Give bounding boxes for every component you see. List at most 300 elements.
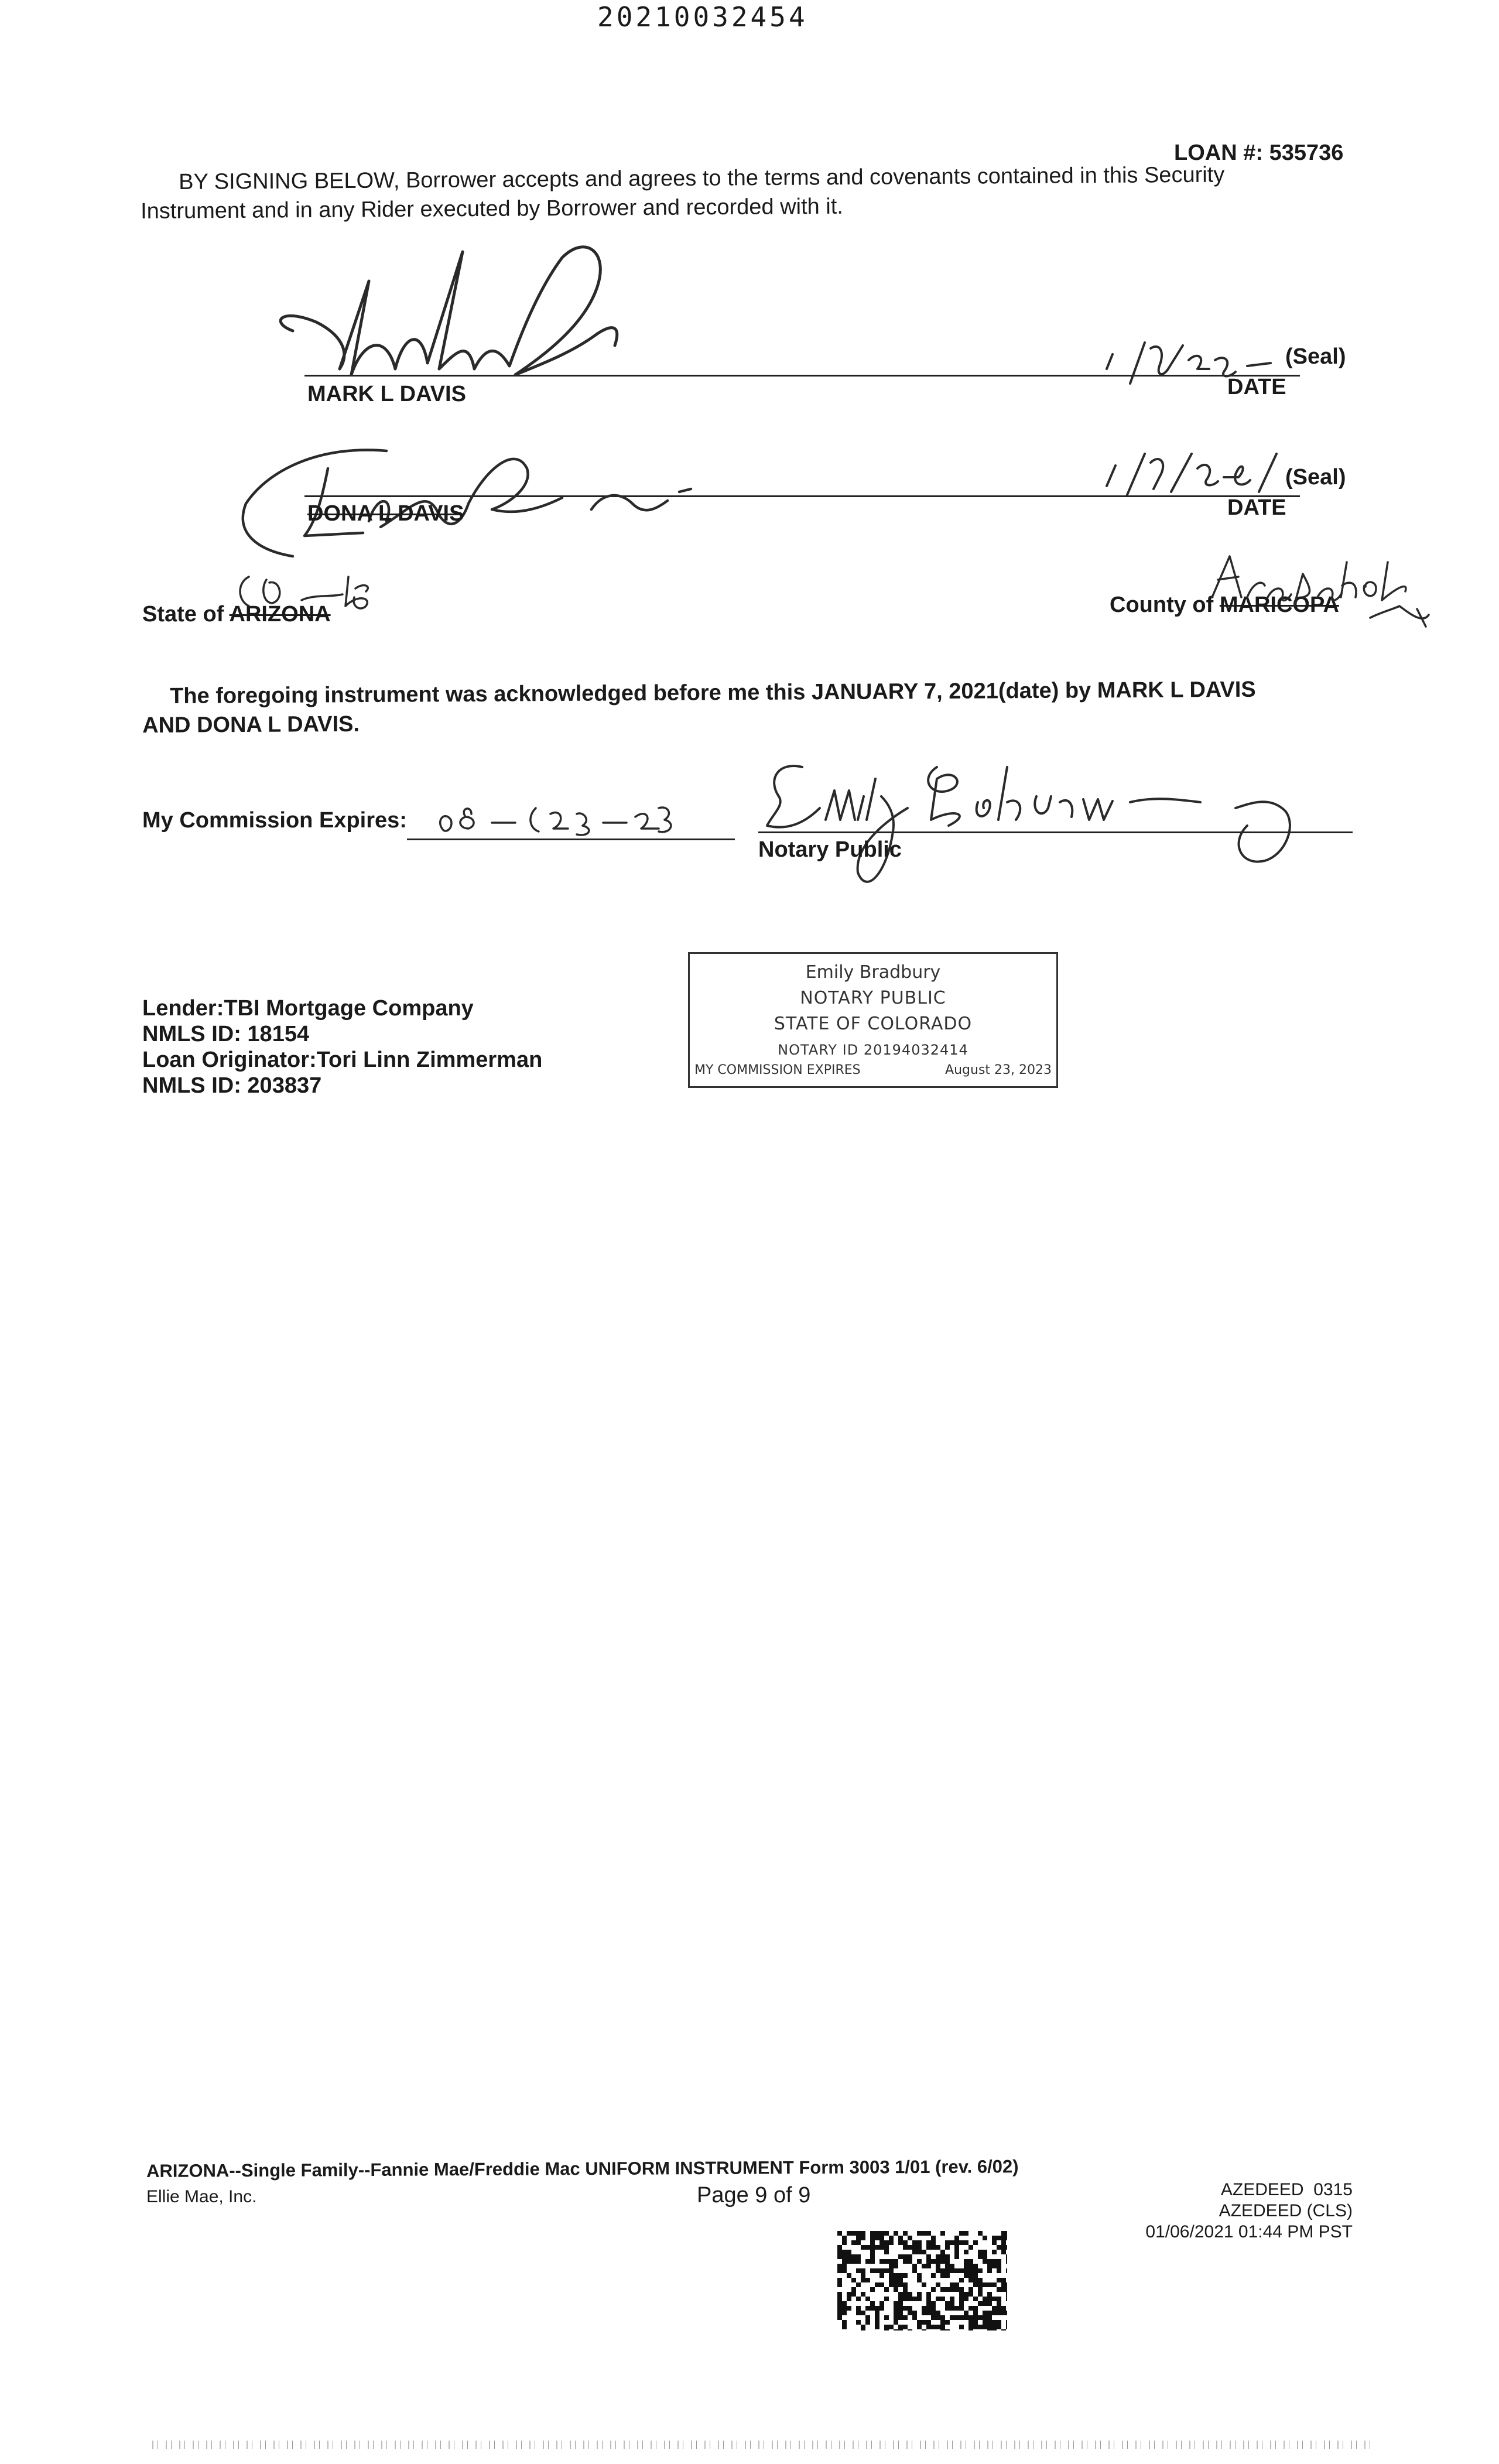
barcode-module xyxy=(837,2250,842,2254)
barcode-module xyxy=(1006,2245,1007,2250)
seal-label-2: (Seal) xyxy=(1285,465,1346,490)
barcode-module xyxy=(922,2264,926,2268)
barcode-module xyxy=(983,2320,987,2325)
barcode-module xyxy=(879,2268,884,2273)
barcode-module xyxy=(903,2287,908,2292)
barcode-module xyxy=(912,2297,917,2301)
barcode-module xyxy=(865,2259,870,2264)
barcode-module xyxy=(992,2236,997,2240)
footer-timestamp: 01/06/2021 01:44 PM PST xyxy=(1145,2222,1353,2241)
barcode-module xyxy=(1001,2278,1006,2282)
barcode-module xyxy=(851,2231,856,2236)
barcode-module xyxy=(1001,2250,1006,2254)
barcode-module xyxy=(865,2306,870,2311)
barcode-module xyxy=(950,2282,954,2287)
barcode-module xyxy=(847,2292,851,2297)
barcode-module xyxy=(884,2250,889,2254)
seal-label-1: (Seal) xyxy=(1285,344,1346,369)
barcode-module xyxy=(959,2240,964,2245)
barcode-module xyxy=(964,2292,968,2297)
notary-public-label: Notary Public xyxy=(758,837,902,862)
barcode-module xyxy=(861,2311,865,2315)
barcode-module xyxy=(851,2278,856,2282)
barcode-module xyxy=(936,2259,940,2264)
barcode-module xyxy=(964,2297,968,2301)
state-label: State of xyxy=(142,602,224,627)
barcode-module xyxy=(894,2301,898,2306)
barcode-module xyxy=(898,2273,903,2278)
barcode-module xyxy=(879,2306,884,2311)
barcode-module xyxy=(978,2325,983,2329)
barcode-module xyxy=(1001,2306,1006,2311)
barcode-module xyxy=(978,2315,983,2320)
barcode-module xyxy=(945,2329,950,2330)
footer-codes xyxy=(1171,2179,1353,2222)
barcode-module xyxy=(997,2259,1001,2264)
barcode-module xyxy=(973,2325,978,2329)
originator-nmls: NMLS ID: 203837 xyxy=(142,1073,322,1098)
barcode-module xyxy=(968,2273,973,2278)
barcode-module xyxy=(842,2250,847,2254)
barcode-module xyxy=(992,2250,997,2254)
barcode-module xyxy=(945,2320,950,2325)
barcode-module xyxy=(922,2306,926,2311)
barcode-module xyxy=(931,2306,936,2311)
barcode-module xyxy=(879,2301,884,2306)
barcode-module xyxy=(968,2264,973,2268)
barcode-module xyxy=(997,2301,1001,2306)
barcode-module xyxy=(894,2282,898,2287)
barcode-module xyxy=(922,2320,926,2325)
barcode-module xyxy=(922,2231,926,2236)
barcode-module xyxy=(1001,2231,1006,2236)
barcode-module xyxy=(968,2325,973,2329)
barcode-module xyxy=(847,2297,851,2301)
barcode-module xyxy=(973,2268,978,2273)
barcode-module xyxy=(851,2240,856,2245)
barcode-module xyxy=(884,2245,889,2250)
barcode-module xyxy=(837,2264,842,2268)
barcode-module xyxy=(959,2268,964,2273)
barcode-module xyxy=(865,2297,870,2301)
barcode-module xyxy=(931,2311,936,2315)
barcode-module xyxy=(992,2325,997,2329)
barcode-module xyxy=(917,2245,922,2250)
barcode-module xyxy=(936,2315,940,2320)
barcode-module xyxy=(898,2254,903,2259)
barcode-module xyxy=(954,2287,959,2292)
barcode-module xyxy=(837,2282,842,2287)
stamp-notary-id: NOTARY ID 20194032414 xyxy=(778,1042,968,1058)
commission-date-handwritten xyxy=(433,796,679,843)
barcode-module xyxy=(851,2287,856,2292)
barcode-module xyxy=(856,2268,861,2273)
barcode-module xyxy=(968,2320,973,2325)
barcode-module xyxy=(987,2297,992,2301)
barcode-module xyxy=(968,2292,973,2297)
barcode-module xyxy=(983,2236,987,2240)
barcode-module xyxy=(997,2297,1001,2301)
barcode-module xyxy=(908,2259,912,2264)
barcode-module xyxy=(870,2250,875,2254)
barcode-module xyxy=(870,2306,875,2311)
barcode-module xyxy=(837,2301,842,2306)
barcode-module xyxy=(973,2297,978,2301)
intro-line-1: BY SIGNING BELOW, Borrower accepts and agrees to the terms and covenants contained in this Security xyxy=(179,162,1225,194)
barcode-module xyxy=(945,2259,950,2264)
barcode-module xyxy=(903,2315,908,2320)
barcode-module xyxy=(987,2268,992,2273)
barcode-module xyxy=(856,2306,861,2311)
barcode-module xyxy=(875,2236,879,2240)
barcode-module xyxy=(917,2320,922,2325)
lender-name: Lender:TBI Mortgage Company xyxy=(142,996,474,1021)
barcode-module xyxy=(879,2231,884,2236)
barcode-module xyxy=(1006,2231,1007,2236)
loan-number xyxy=(1174,141,1343,166)
barcode-module xyxy=(842,2301,847,2306)
stamp-state: STATE OF COLORADO xyxy=(774,1014,973,1034)
barcode-module xyxy=(954,2250,959,2254)
barcode-module xyxy=(1006,2311,1007,2315)
barcode-module xyxy=(945,2240,950,2245)
barcode-module xyxy=(894,2259,898,2264)
barcode-module xyxy=(856,2240,861,2245)
barcode-module xyxy=(870,2287,875,2292)
barcode-module xyxy=(847,2254,851,2259)
barcode-module xyxy=(926,2231,931,2236)
barcode-module xyxy=(856,2254,861,2259)
loan-number-label: LOAN #: xyxy=(1174,141,1263,165)
signature-mark-davis xyxy=(269,234,679,392)
barcode-module xyxy=(912,2311,917,2315)
barcode-module xyxy=(945,2254,950,2259)
stamp-expires-label: MY COMMISSION EXPIRES xyxy=(694,1063,861,1077)
barcode-module xyxy=(908,2329,912,2330)
barcode-module xyxy=(1001,2287,1006,2292)
barcode-module xyxy=(922,2282,926,2287)
barcode-module xyxy=(954,2254,959,2259)
barcode-module xyxy=(964,2231,968,2236)
barcode-module xyxy=(940,2273,945,2278)
barcode-module xyxy=(847,2231,851,2236)
barcode-module xyxy=(940,2320,945,2325)
barcode-module xyxy=(870,2245,875,2250)
barcode-module xyxy=(978,2231,983,2236)
barcode-module xyxy=(973,2282,978,2287)
barcode-module xyxy=(983,2297,987,2301)
barcode-module xyxy=(917,2231,922,2236)
barcode-module xyxy=(978,2301,983,2306)
barcode-module xyxy=(898,2240,903,2245)
barcode-module xyxy=(898,2292,903,2297)
intro-line-2: Instrument and in any Rider executed by Borrower and recorded with it. xyxy=(141,194,843,224)
barcode-module xyxy=(912,2250,917,2254)
barcode-module xyxy=(870,2259,875,2264)
barcode-module xyxy=(1006,2259,1007,2264)
barcode-module xyxy=(1006,2292,1007,2297)
barcode-module xyxy=(894,2287,898,2292)
barcode-module xyxy=(931,2287,936,2292)
barcode-module xyxy=(856,2231,861,2236)
barcode-module xyxy=(940,2259,945,2264)
barcode-module xyxy=(931,2240,936,2245)
signature-dona-davis xyxy=(234,433,714,568)
lender-nmls: NMLS ID: 18154 xyxy=(142,1022,310,1046)
barcode-module xyxy=(889,2236,894,2240)
barcode-module xyxy=(940,2287,945,2292)
barcode-module xyxy=(973,2240,978,2245)
barcode-module xyxy=(950,2240,954,2245)
barcode-module xyxy=(945,2245,950,2250)
signer-name-1: MARK L DAVIS xyxy=(307,382,466,406)
barcode-module xyxy=(884,2259,889,2264)
barcode-module xyxy=(997,2268,1001,2273)
barcode-module xyxy=(959,2287,964,2292)
barcode-module xyxy=(894,2315,898,2320)
barcode-module xyxy=(987,2292,992,2297)
footer-page: Page 9 of 9 xyxy=(697,2183,811,2208)
barcode-module xyxy=(889,2325,894,2329)
stamp-title: NOTARY PUBLIC xyxy=(800,988,946,1008)
barcode-module xyxy=(837,2297,842,2301)
barcode-module xyxy=(936,2245,940,2250)
barcode-module xyxy=(917,2250,922,2254)
barcode-module xyxy=(903,2259,908,2264)
barcode-module xyxy=(973,2306,978,2311)
barcode-module xyxy=(875,2320,879,2325)
state-correction-handwritten xyxy=(231,571,384,624)
barcode-module xyxy=(959,2297,964,2301)
barcode-module xyxy=(837,2315,842,2320)
barcode-module xyxy=(940,2329,945,2330)
commission-label: My Commission Expires: xyxy=(142,808,407,833)
barcode-module xyxy=(1001,2329,1006,2330)
barcode-module xyxy=(954,2306,959,2311)
barcode-module xyxy=(875,2306,879,2311)
barcode-module xyxy=(931,2273,936,2278)
barcode-module xyxy=(837,2245,842,2250)
barcode-module xyxy=(903,2297,908,2301)
barcode-module xyxy=(875,2325,879,2329)
barcode-module xyxy=(889,2278,894,2282)
barcode-module xyxy=(987,2315,992,2320)
barcode-module xyxy=(875,2282,879,2287)
barcode-module xyxy=(940,2315,945,2320)
barcode-module xyxy=(950,2268,954,2273)
barcode-module xyxy=(908,2292,912,2297)
barcode-module xyxy=(959,2301,964,2306)
barcode-module xyxy=(889,2240,894,2245)
barcode-module xyxy=(922,2311,926,2315)
county-printed: MARICOPA xyxy=(1219,593,1339,617)
barcode-module xyxy=(940,2231,945,2236)
barcode-module xyxy=(879,2240,884,2245)
barcode-module xyxy=(997,2320,1001,2325)
barcode-module xyxy=(959,2292,964,2297)
barcode-module xyxy=(894,2311,898,2315)
county-correction-handwritten xyxy=(1206,550,1452,632)
barcode-module xyxy=(917,2273,922,2278)
barcode-module xyxy=(950,2264,954,2268)
barcode-module xyxy=(959,2231,964,2236)
barcode-module xyxy=(954,2315,959,2320)
footer-code-1: AZEDEED 0315 xyxy=(1220,2180,1353,2199)
barcode-module xyxy=(898,2301,903,2306)
barcode-module xyxy=(861,2268,865,2273)
barcode-module xyxy=(922,2329,926,2330)
barcode-module xyxy=(865,2278,870,2282)
barcode-module xyxy=(912,2240,917,2245)
barcode-module xyxy=(1006,2325,1007,2329)
barcode-module xyxy=(964,2250,968,2254)
barcode-module xyxy=(861,2231,865,2236)
barcode-module xyxy=(856,2236,861,2240)
barcode-module xyxy=(997,2278,1001,2282)
barcode-module xyxy=(1006,2268,1007,2273)
barcode-module xyxy=(898,2236,903,2240)
barcode-module xyxy=(954,2240,959,2245)
barcode-module xyxy=(936,2264,940,2268)
barcode-module xyxy=(950,2297,954,2301)
barcode-module xyxy=(964,2268,968,2273)
footer-vendor: Ellie Mae, Inc. xyxy=(146,2187,257,2206)
barcode-module xyxy=(931,2315,936,2320)
barcode-module xyxy=(959,2315,964,2320)
barcode-module xyxy=(898,2278,903,2282)
barcode-module xyxy=(917,2292,922,2297)
barcode-module xyxy=(973,2278,978,2282)
barcode-module xyxy=(894,2273,898,2278)
barcode-module xyxy=(987,2320,992,2325)
barcode-module xyxy=(856,2320,861,2325)
barcode-module xyxy=(992,2264,997,2268)
barcode-module xyxy=(908,2245,912,2250)
barcode-module xyxy=(992,2297,997,2301)
barcode-module xyxy=(950,2287,954,2292)
barcode-module xyxy=(926,2297,931,2301)
barcode-module xyxy=(964,2315,968,2320)
barcode-module xyxy=(954,2268,959,2273)
barcode-module xyxy=(917,2297,922,2301)
barcode-module xyxy=(1001,2245,1006,2250)
barcode-module xyxy=(912,2315,917,2320)
barcode-module xyxy=(992,2282,997,2287)
barcode-module xyxy=(959,2278,964,2282)
barcode-module xyxy=(959,2325,964,2329)
barcode-module xyxy=(926,2292,931,2297)
barcode-module xyxy=(842,2311,847,2315)
footer-code-2: AZEDEED (CLS) xyxy=(1219,2201,1353,2220)
barcode-module xyxy=(908,2254,912,2259)
barcode-module xyxy=(964,2311,968,2315)
barcode-module xyxy=(870,2231,875,2236)
barcode-module xyxy=(842,2254,847,2259)
barcode-module xyxy=(968,2268,973,2273)
barcode-module xyxy=(903,2282,908,2287)
barcode-module xyxy=(851,2254,856,2259)
stamp-name: Emily Bradbury xyxy=(805,962,941,983)
barcode-module xyxy=(940,2254,945,2259)
barcode-module xyxy=(842,2320,847,2325)
barcode-module xyxy=(973,2311,978,2315)
barcode-module xyxy=(968,2329,973,2330)
barcode-module xyxy=(1006,2236,1007,2240)
recording-number: 20210032454 xyxy=(597,1,808,33)
barcode-module xyxy=(926,2264,931,2268)
barcode-module xyxy=(912,2268,917,2273)
barcode-module xyxy=(1006,2282,1007,2287)
barcode-module xyxy=(912,2245,917,2250)
barcode-module xyxy=(842,2268,847,2273)
barcode-module xyxy=(837,2231,842,2236)
barcode-module xyxy=(903,2254,908,2259)
barcode-module xyxy=(879,2273,884,2278)
barcode-module xyxy=(861,2236,865,2240)
barcode-module xyxy=(903,2325,908,2329)
footer-form-line: ARIZONA--Single Family--Fannie Mae/Freddie Mac UNIFORM INSTRUMENT Form 3003 1/01 (rev. 6/02) xyxy=(146,2156,1019,2181)
barcode-module xyxy=(931,2236,936,2240)
barcode-module xyxy=(837,2254,842,2259)
barcode-module xyxy=(945,2287,950,2292)
barcode-module xyxy=(1006,2254,1007,2259)
barcode-module xyxy=(861,2278,865,2282)
barcode-module xyxy=(983,2315,987,2320)
barcode-module xyxy=(926,2301,931,2306)
barcode-module xyxy=(983,2325,987,2329)
barcode-module xyxy=(875,2268,879,2273)
barcode-module xyxy=(865,2315,870,2320)
barcode-module xyxy=(936,2268,940,2273)
signer-name-2: DONA L DAVIS xyxy=(307,501,464,526)
barcode-module xyxy=(968,2315,973,2320)
barcode-module xyxy=(861,2245,865,2250)
barcode-module xyxy=(973,2273,978,2278)
barcode-module xyxy=(884,2268,889,2273)
barcode-module xyxy=(968,2306,973,2311)
barcode-module xyxy=(856,2311,861,2315)
barcode-module xyxy=(978,2282,983,2287)
barcode-module xyxy=(992,2259,997,2264)
barcode-module xyxy=(894,2264,898,2268)
barcode-module xyxy=(856,2297,861,2301)
barcode-module xyxy=(936,2325,940,2329)
barcode-module xyxy=(837,2268,842,2273)
barcode-module xyxy=(936,2282,940,2287)
barcode-module xyxy=(870,2254,875,2259)
barcode-module xyxy=(945,2306,950,2311)
barcode-module xyxy=(1006,2287,1007,2292)
barcode-module xyxy=(983,2301,987,2306)
barcode-module xyxy=(987,2329,992,2330)
barcode-module xyxy=(968,2245,973,2250)
barcode-module xyxy=(875,2311,879,2315)
barcode-module xyxy=(931,2325,936,2329)
barcode-module xyxy=(898,2311,903,2315)
barcode-module xyxy=(992,2320,997,2325)
barcode-module xyxy=(940,2325,945,2329)
barcode-module xyxy=(987,2325,992,2329)
barcode-module xyxy=(908,2306,912,2311)
barcode-module xyxy=(903,2273,908,2278)
barcode-module xyxy=(950,2301,954,2306)
barcode-module xyxy=(903,2231,908,2236)
barcode-module xyxy=(889,2264,894,2268)
barcode-module xyxy=(978,2268,983,2273)
barcode-module xyxy=(884,2315,889,2320)
acknowledgment-line-2: AND DONA L DAVIS. xyxy=(142,711,360,738)
barcode-module xyxy=(997,2325,1001,2329)
